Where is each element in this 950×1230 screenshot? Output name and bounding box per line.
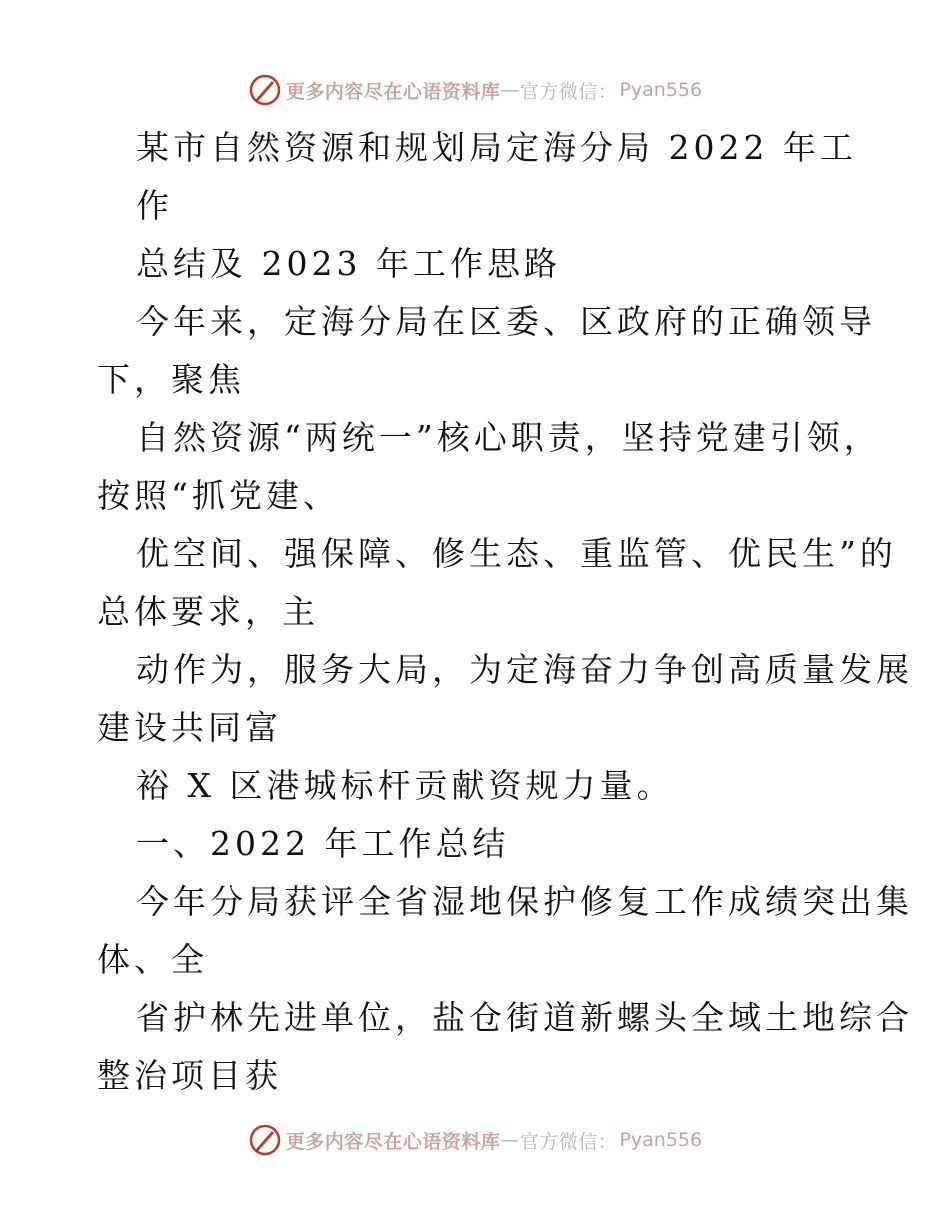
paragraph-line: 下，聚焦 xyxy=(97,360,245,399)
paragraph-line: 总体要求，主 xyxy=(97,592,319,631)
paragraph-line: 体、全 xyxy=(97,940,208,979)
watermark-main-text: 更多内容尽在心语资料库 xyxy=(285,80,501,103)
watermark-main-text: 更多内容尽在心语资料库 xyxy=(285,1130,501,1153)
paragraph-line: 今年来，定海分局在区委、区政府的正确领导 xyxy=(136,302,876,341)
watermark-separator: — xyxy=(500,1129,520,1151)
title-line: 某市自然资源和规划局定海分局 2022 年工 xyxy=(136,128,857,167)
paragraph-line: 优空间、强保障、修生态、重监管、优民生”的 xyxy=(136,534,897,573)
paragraph-line: 动作为，服务大局，为定海奋力争创高质量发展 xyxy=(136,650,913,689)
watermark-separator: — xyxy=(500,79,520,101)
title-line: 总结及 2023 年工作思路 xyxy=(136,244,561,283)
watermark-footer xyxy=(0,1120,950,1160)
section-heading: 一、2022 年工作总结 xyxy=(136,824,510,863)
watermark-official-label: 官方微信： xyxy=(519,80,618,103)
paragraph-line: 整治项目获 xyxy=(97,1056,282,1095)
title-line: 作 xyxy=(136,186,173,225)
quill-pen-logo-icon xyxy=(248,1123,282,1157)
paragraph-line: 今年分局获评全省湿地保护修复工作成绩突出集 xyxy=(136,882,913,921)
paragraph-line: 裕 X 区港城标杆贡献资规力量。 xyxy=(136,766,674,805)
watermark-wechat-id: Pyan556 xyxy=(619,79,703,101)
watermark-official-label: 官方微信： xyxy=(519,1130,618,1153)
paragraph-line: 省护林先进单位，盐仓街道新螺头全域土地综合 xyxy=(136,998,913,1037)
paragraph-line: 建设共同富 xyxy=(97,708,282,747)
paragraph-line: 自然资源“两统一”核心职责，坚持党建引领， xyxy=(136,418,881,457)
watermark-wechat-id: Pyan556 xyxy=(619,1129,703,1151)
paragraph-line: 按照“抓党建、 xyxy=(97,476,340,515)
